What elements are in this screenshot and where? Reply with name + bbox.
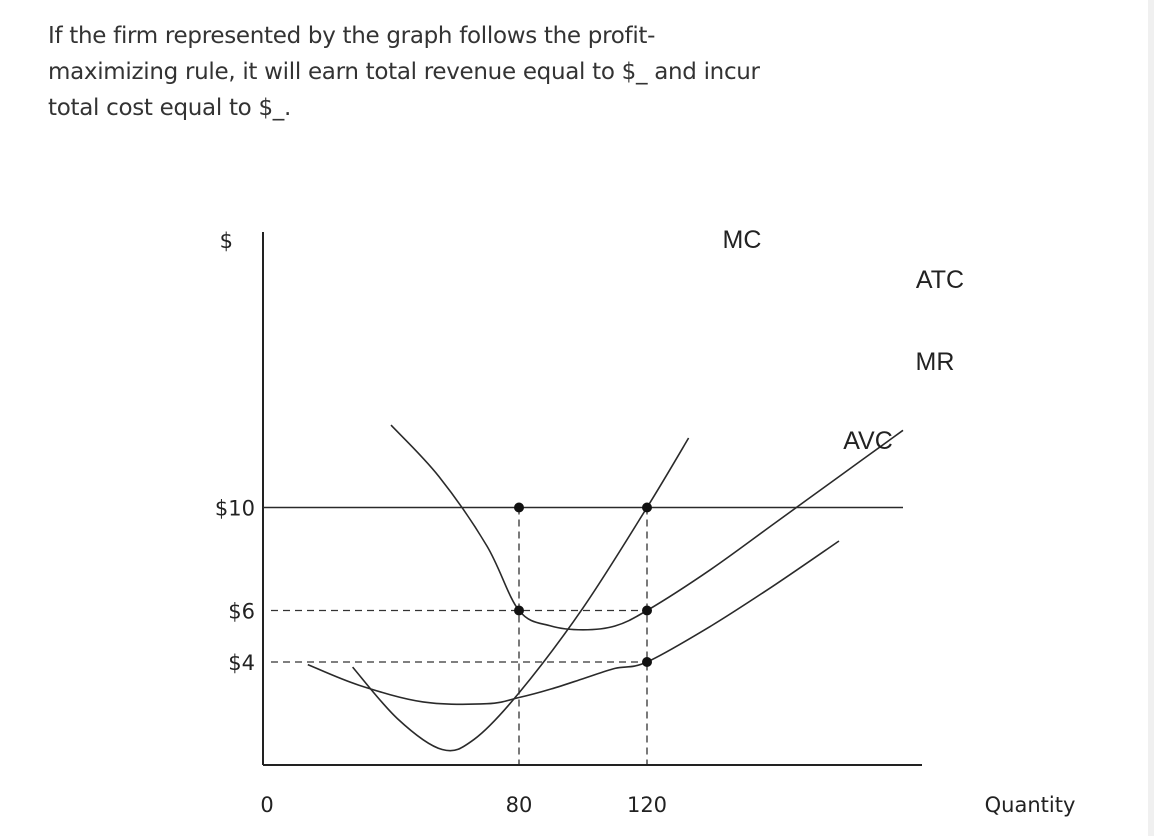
label-atc: ATC (915, 266, 965, 294)
labels (215, 226, 1075, 817)
y-tick-label: $10 (214, 496, 255, 521)
label-mr: MR (915, 348, 955, 376)
curve-mc (353, 438, 689, 751)
x-tick-label: 120 (626, 793, 668, 817)
x-tick-label: 80 (505, 793, 533, 817)
point-q120-p10 (642, 503, 652, 513)
point-q80-p10 (514, 503, 524, 513)
key-points (514, 503, 652, 668)
axes (263, 232, 922, 765)
x-axis-label: Quantity (984, 793, 1076, 817)
point-q120-p4 (642, 657, 652, 667)
page-edge-strip (1148, 0, 1154, 836)
y-axis-label: $ (219, 229, 233, 253)
y-tick-label: $4 (228, 651, 255, 675)
x-tick-label: 0 (260, 793, 274, 817)
point-q120-p6 (642, 606, 652, 616)
label-avc: AVC (843, 427, 893, 455)
point-q80-p6 (514, 606, 524, 616)
label-mc: MC (722, 226, 762, 254)
question-text: If the firm represented by the graph follows the profit-maximizing rule, it will earn total revenue equal to $_ and incur total cost equal to $_. (48, 23, 760, 121)
curves (263, 425, 903, 751)
guide-lines (271, 508, 647, 766)
curve-atc (391, 425, 903, 630)
y-tick-label: $6 (228, 599, 255, 624)
